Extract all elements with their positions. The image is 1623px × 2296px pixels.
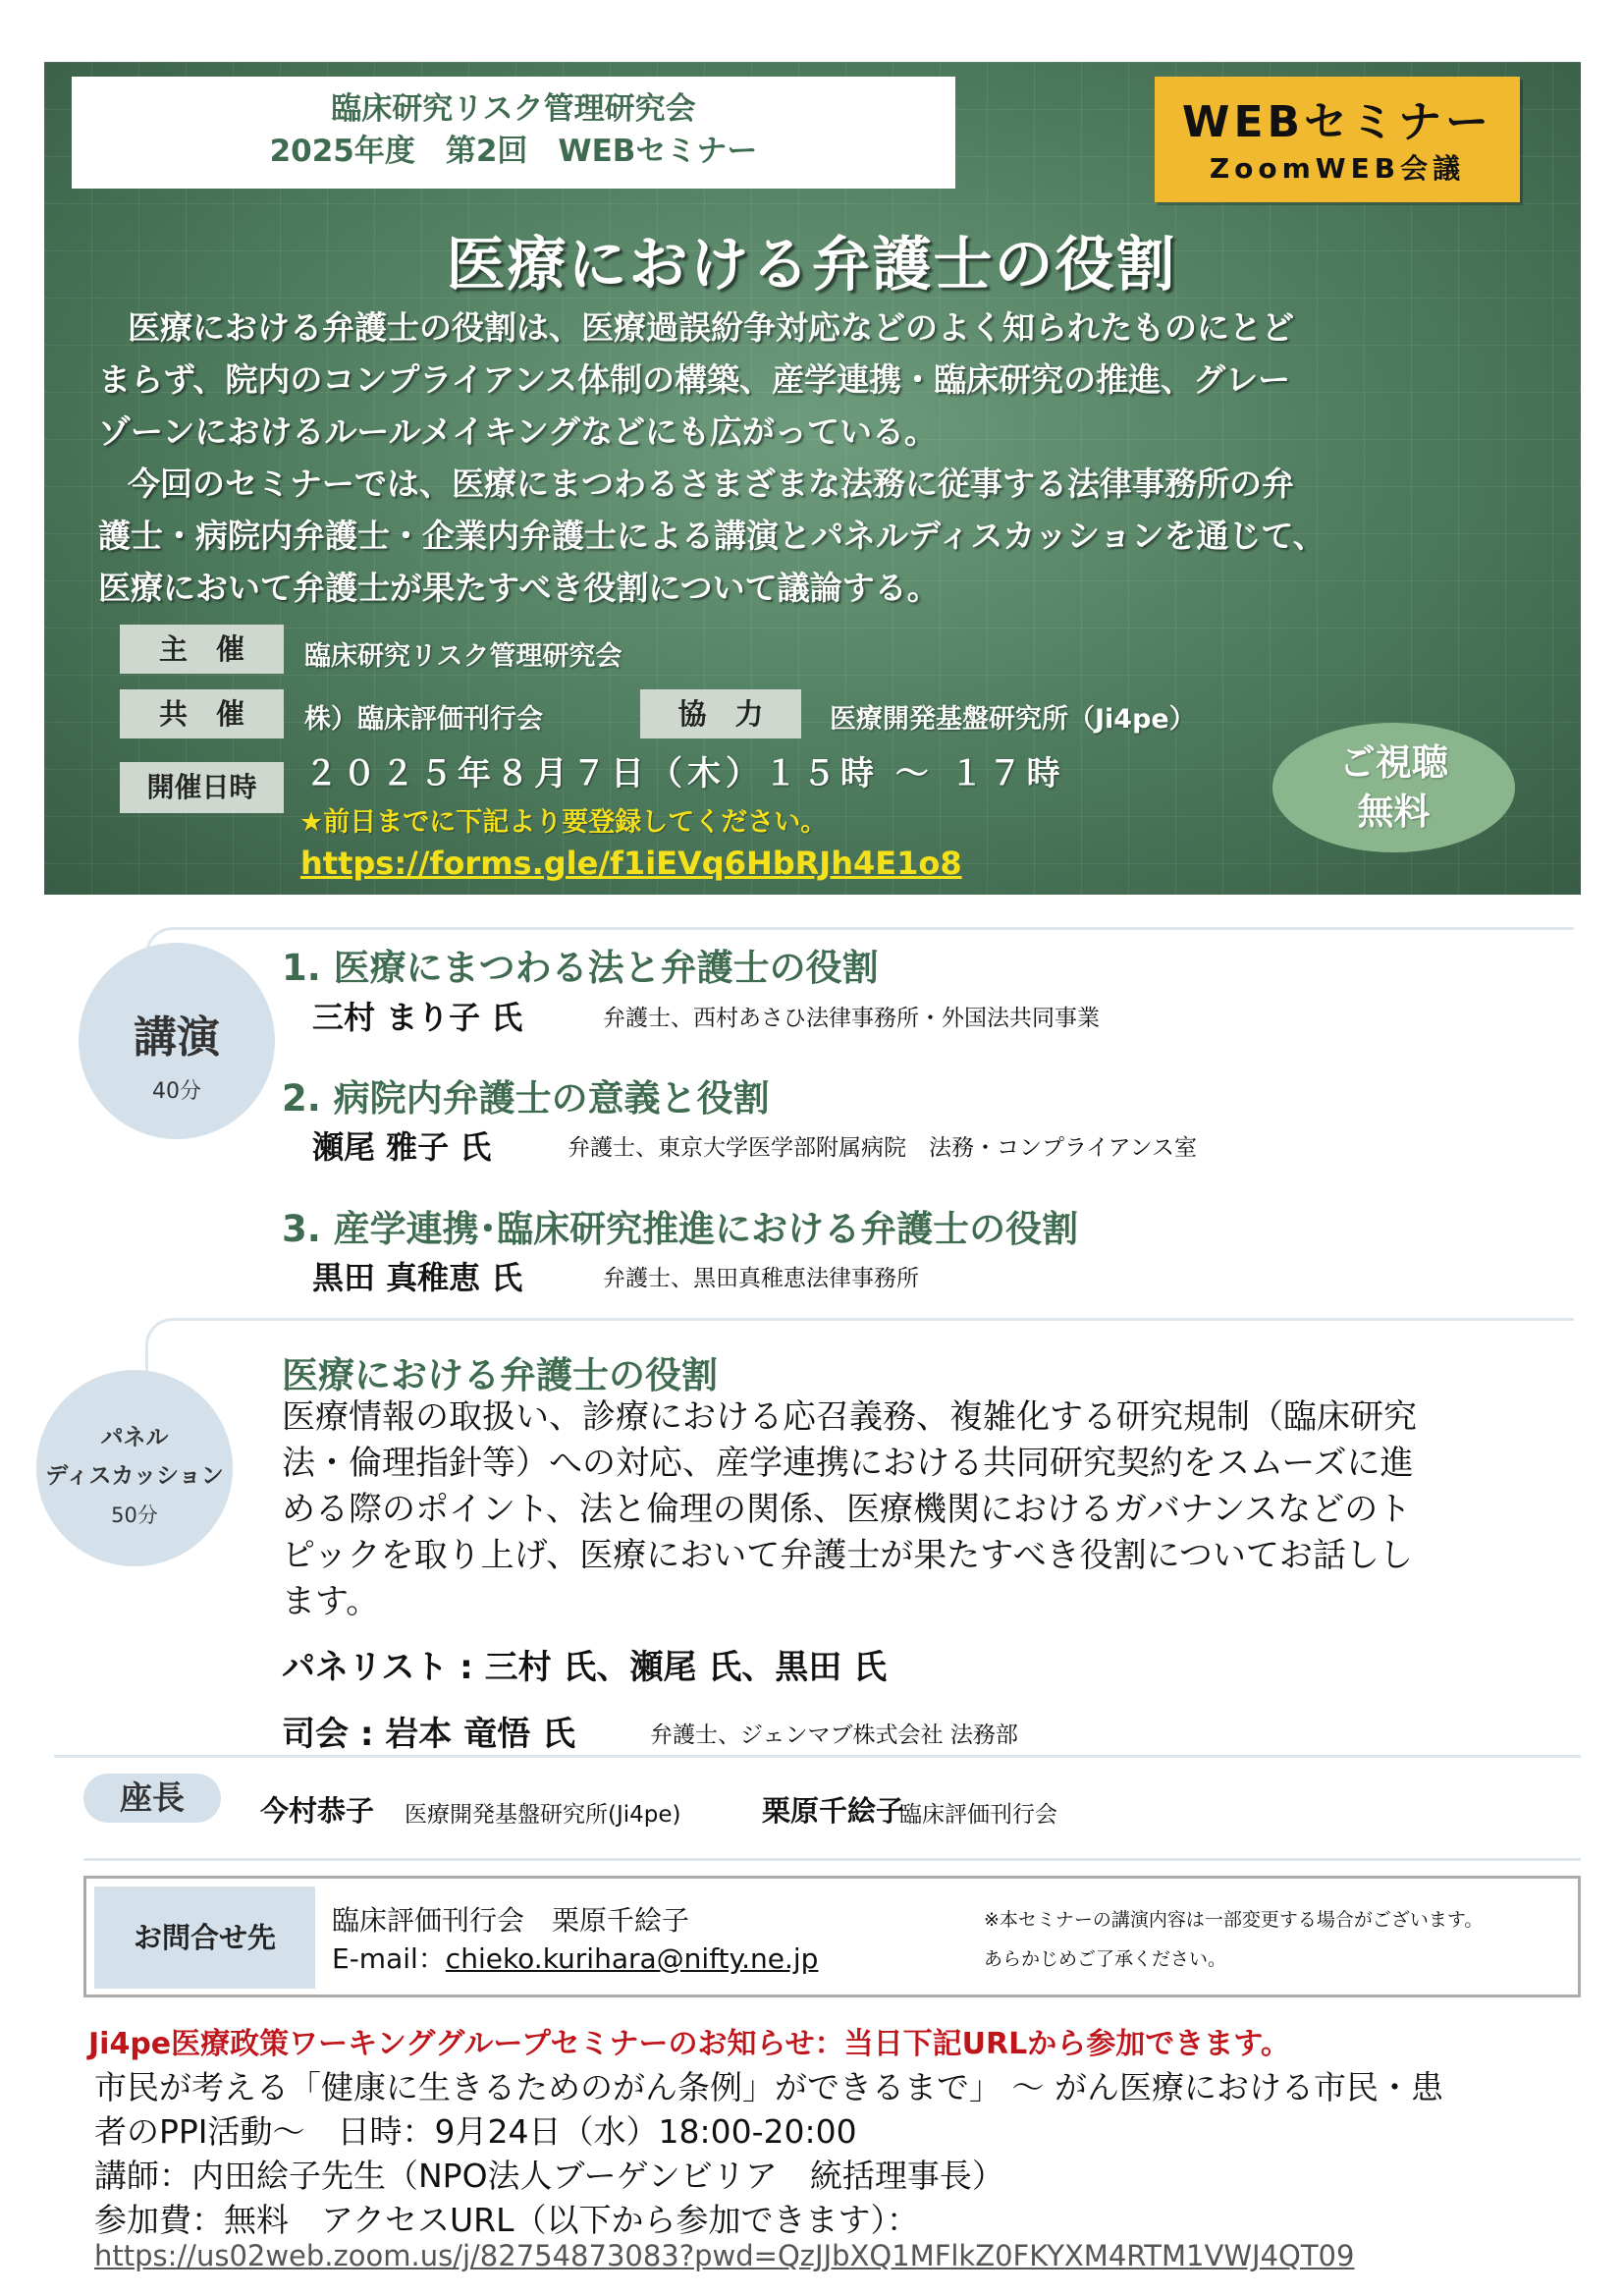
panel-desc-line: ます。: [282, 1582, 380, 1621]
lecture-title: 2. 病院内弁護士の意義と役割: [282, 1077, 770, 1120]
intro-line: 護士・病院内弁護士・企業内弁護士による講演とパネルディスカッションを通じて、: [98, 517, 1325, 555]
chair-label: 座長: [83, 1774, 221, 1823]
free-line1: ご視聴: [1339, 741, 1448, 784]
panel-description: [282, 1394, 1588, 1625]
intro-line: 今回のセミナーでは、医療にまつわるさまざまな法務に従事する法律事務所の弁: [128, 465, 1294, 503]
panel-desc-line: める際のポイント、法と倫理の関係、医療機関におけるガバナンスなどのト: [282, 1490, 1412, 1529]
organizer-box: [72, 77, 955, 189]
main-title: 医療における弁護士の役割: [446, 231, 1177, 300]
contact-label: お問合せ先: [94, 1886, 315, 1989]
zoom-subtitle: ZoomWEB会議: [1209, 152, 1466, 185]
panel-circle-line1: パネル: [100, 1425, 169, 1450]
panel-desc-line: 医療情報の取扱い、診療における応召義務、複雑化する研究規制（臨床研究: [282, 1397, 1417, 1437]
lecture-title: 1. 医療にまつわる法と弁護士の役割: [282, 947, 879, 989]
free-line2: 無料: [1357, 791, 1431, 833]
cooperation-label: 協 力: [640, 689, 801, 738]
cohost-name: 株）臨床評価刊行会: [304, 704, 543, 735]
lecture-duration: 40分: [152, 1079, 201, 1104]
registration-link[interactable]: https://forms.gle/f1iEVq6HbRJh4E1o8: [300, 845, 962, 882]
web-seminar-badge: [1155, 77, 1520, 202]
lecture-title: 3. 産学連携･臨床研究推進における弁護士の役割: [282, 1208, 1079, 1250]
chair-affiliation: 臨床評価刊行会: [899, 1802, 1057, 1828]
announce-line: 市民が考える「健康に生きるためのがん条例」ができるまで」 ～ がん医療における市民・患: [94, 2068, 1443, 2106]
intro-line: ゾーンにおけるルールメイキングなどにも広がっている。: [98, 412, 938, 451]
lecture-circle-title: 講演: [134, 1012, 220, 1063]
contact-divider: [83, 1858, 1581, 1861]
lecture-speaker: 黒田 真稚恵 氏: [312, 1259, 523, 1296]
panel-circle-line2: ディスカッション: [45, 1463, 224, 1489]
cooperation-name: 医療開発基盤研究所（Ji4pe）: [830, 704, 1196, 735]
announce-line: 講師：内田絵子先生（NPO法人ブーゲンビリア 統括理事長）: [94, 2157, 1004, 2195]
chair-name: 栗原千絵子: [762, 1794, 905, 1828]
chair-name: 今村恭子: [260, 1794, 375, 1828]
intro-line: 医療において弁護士が果たすべき役割について議論する。: [98, 569, 940, 607]
lecture-affiliation: 弁護士、西村あさひ法律事務所・外国法共同事業: [603, 1006, 1100, 1031]
lecture-affiliation: 弁護士、黒田真稚恵法律事務所: [603, 1266, 919, 1291]
contact-name: 臨床評価刊行会 栗原千絵子: [332, 1904, 690, 1937]
host-name: 臨床研究リスク管理研究会: [304, 641, 622, 672]
moderator: 司会 : 岩本 竜悟 氏: [282, 1715, 575, 1754]
chair-divider: [54, 1755, 1581, 1758]
panelists: パネリスト : 三村 氏、瀬尾 氏、黒田 氏: [282, 1648, 888, 1687]
moderator-affiliation: 弁護士、ジェンマブ株式会社 法務部: [650, 1722, 1018, 1748]
seminar-date: ２０２５年８月７日（木）１５時 ～ １７時: [304, 754, 1065, 793]
email-label: E-mail：: [332, 1942, 446, 1975]
seminar-series: 2025年度 第2回 WEBセミナー: [269, 134, 758, 169]
panel-desc-line: 法・倫理指針等）への対応、産学連携における共同研究契約をスムーズに進: [282, 1444, 1414, 1483]
lecture-speaker: 瀬尾 雅子 氏: [312, 1128, 492, 1166]
zoom-link[interactable]: https://us02web.zoom.us/j/82754873083?pwd=QzJJbXQ1MFlkZ0FKYXM4RTM1VWJ4QT09: [94, 2239, 1355, 2272]
announce-line: 者のPPI活動～ 日時：9月24日（水）18:00-20:00: [94, 2112, 857, 2151]
cohost-label: 共 催: [120, 689, 284, 738]
free-viewing-badge: [1272, 723, 1515, 852]
chair-affiliation: 医療開発基盤研究所(Ji4pe): [405, 1802, 681, 1828]
intro-line: まらず、院内のコンプライアンス体制の構築、産学連携・臨床研究の推進、グレー: [98, 360, 1291, 399]
host-label: 主 催: [120, 625, 284, 674]
lecture-affiliation: 弁護士、東京大学医学部附属病院 法務・コンプライアンス室: [568, 1135, 1198, 1161]
registration-notice: ★前日までに下記より要登録してください。: [299, 807, 828, 838]
change-note: ※本セミナーの講演内容は一部変更する場合がございます。: [984, 1909, 1484, 1931]
panel-circle: [36, 1370, 233, 1566]
announce-line: 参加費：無料 アクセスURL（以下から参加できます）：: [94, 2201, 919, 2239]
date-label: 開催日時: [120, 762, 284, 813]
change-note: あらかじめご了承ください。: [984, 1948, 1227, 1970]
intro-line: 医療における弁護士の役割は、医療過誤紛争対応などのよく知られたものにとど: [128, 308, 1294, 347]
lecture-circle: [79, 943, 275, 1139]
announce-title: Ji4pe医療政策ワーキンググループセミナーのお知らせ：当日下記URLから参加できます。: [88, 2027, 1290, 2061]
web-seminar-title: WEBセミナー: [1181, 97, 1493, 147]
panel-duration: 50分: [111, 1503, 158, 1527]
panel-title: 医療における弁護士の役割: [282, 1354, 718, 1396]
contact-email-link[interactable]: chieko.kurihara@nifty.ne.jp: [445, 1942, 819, 1975]
panel-desc-line: ピックを取り上げ、医療において弁護士が果たすべき役割についてお話しし: [282, 1536, 1413, 1575]
contact-email-row: [332, 1938, 818, 1977]
organizer-name: 臨床研究リスク管理研究会: [331, 91, 696, 127]
lecture-speaker: 三村 まり子 氏: [312, 999, 523, 1036]
